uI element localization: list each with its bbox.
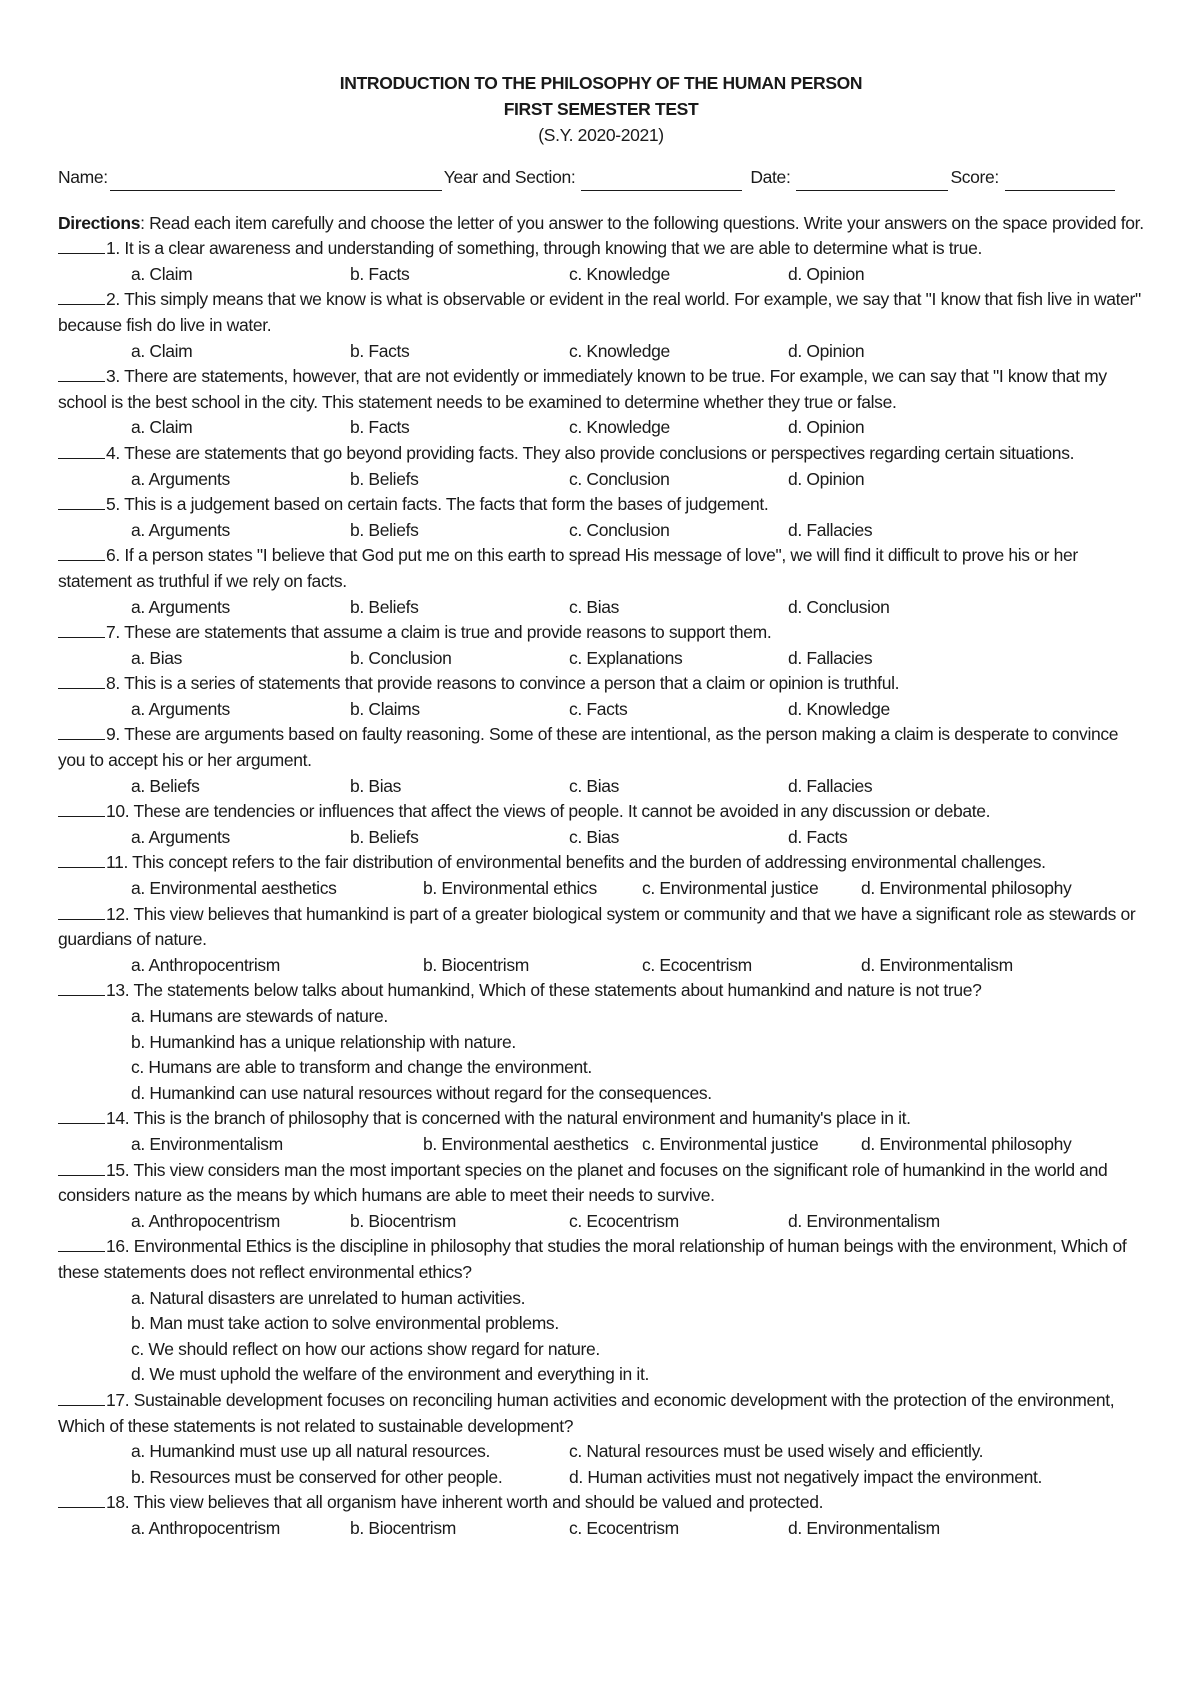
answer-option: b. Environmental ethics bbox=[423, 878, 597, 899]
answer-option: c. Explanations bbox=[569, 647, 683, 668]
question-item bbox=[58, 492, 1144, 543]
question-text: 15. This view considers man the most important species on the planet and focuses on the significant role of humankind in the world and considers nature as the means by which humans are able to meet their needs to survive. bbox=[58, 1159, 1108, 1206]
answer-option: a. Humans are stewards of nature. bbox=[131, 1006, 388, 1026]
date-label: Date: bbox=[750, 167, 791, 187]
question-text-line bbox=[58, 1106, 1144, 1132]
question-text: 8. This is a series of statements that provide reasons to convince a person that a claim or opinion is truthful. bbox=[106, 673, 900, 694]
student-info-row bbox=[58, 165, 1144, 191]
directions-label: Directions bbox=[58, 212, 141, 233]
question-text-line bbox=[58, 1388, 1144, 1439]
answer-blank[interactable] bbox=[58, 979, 105, 996]
question-text: 18. This view believes that all organism have inherent worth and should be valued and protected. bbox=[106, 1492, 824, 1513]
answer-option: b. Beliefs bbox=[350, 826, 419, 847]
answer-option: a. Bias bbox=[131, 647, 183, 668]
answer-option: a. Natural disasters are unrelated to human activities. bbox=[131, 1287, 526, 1308]
answer-option: a. Claim bbox=[131, 263, 193, 284]
question-item bbox=[58, 1490, 1144, 1541]
answer-option: c. Ecocentrism bbox=[569, 1517, 679, 1538]
answer-blank[interactable] bbox=[58, 800, 105, 817]
answer-option: c. Environmental justice bbox=[642, 1133, 819, 1154]
answer-option: b. Beliefs bbox=[350, 596, 419, 617]
answer-option: d. Human activities must not negatively impact the environment. bbox=[569, 1466, 1043, 1487]
answer-option: d. Opinion bbox=[788, 263, 865, 284]
question-item bbox=[58, 1388, 1144, 1490]
question-text-line bbox=[58, 978, 1144, 1004]
directions-text: : Read each item carefully and choose the letter of you answer to the following questions. Write your answers on the space provided for. bbox=[140, 212, 1144, 233]
question-text-line bbox=[58, 492, 1144, 518]
answer-option: c. Bias bbox=[569, 596, 620, 617]
question-item bbox=[58, 1234, 1144, 1388]
answer-option: a. Anthropocentrism bbox=[131, 954, 280, 975]
options-row bbox=[58, 876, 1144, 902]
options-row bbox=[58, 646, 1144, 672]
answer-option: b. Claims bbox=[350, 698, 420, 719]
answer-option: c. Bias bbox=[569, 826, 620, 847]
question-text: 9. These are arguments based on faulty reasoning. Some of these are intentional, as the person making a claim is desperate to convince you to accept his or her argument. bbox=[58, 724, 1119, 771]
question-item bbox=[58, 1106, 1144, 1157]
question-text-line bbox=[58, 1490, 1144, 1516]
answer-option: b. Man must take action to solve environmental problems. bbox=[131, 1313, 559, 1334]
question-list bbox=[58, 236, 1144, 1541]
options-row bbox=[58, 1465, 1144, 1491]
options-row bbox=[58, 339, 1144, 365]
answer-blank[interactable] bbox=[58, 1159, 105, 1176]
score-blank bbox=[1005, 172, 1115, 191]
answer-option: b. Facts bbox=[350, 340, 410, 361]
question-text-line bbox=[58, 620, 1144, 646]
answer-option: d. Facts bbox=[788, 826, 848, 847]
answer-option: b. Facts bbox=[350, 263, 410, 284]
options-row bbox=[58, 415, 1144, 441]
answer-option: a. Claim bbox=[131, 417, 193, 438]
answer-option: b. Environmental aesthetics bbox=[423, 1133, 629, 1154]
answer-option: d. Opinion bbox=[788, 417, 865, 438]
question-text-line bbox=[58, 364, 1144, 415]
answer-option: a. Arguments bbox=[131, 826, 230, 847]
question-text: 12. This view believes that humankind is part of a greater biological system or community and that we have a significant role as stewards or guardians of nature. bbox=[58, 903, 1136, 950]
answer-option: c. We should reflect on how our actions show regard for nature. bbox=[131, 1338, 600, 1359]
question-text-line bbox=[58, 441, 1144, 467]
name-label: Name: bbox=[58, 167, 108, 187]
options-row bbox=[58, 953, 1144, 979]
question-text: 5. This is a judgement based on certain facts. The facts that form the bases of judgement. bbox=[106, 494, 769, 515]
answer-blank[interactable] bbox=[58, 1107, 105, 1124]
date-blank bbox=[796, 172, 948, 191]
answer-option: a. Arguments bbox=[131, 468, 230, 489]
question-text-line bbox=[58, 1234, 1144, 1285]
answer-blank[interactable] bbox=[58, 493, 105, 510]
options-row bbox=[58, 825, 1144, 851]
question-text-line bbox=[58, 1158, 1144, 1209]
question-item bbox=[58, 799, 1144, 850]
options-row bbox=[58, 774, 1144, 800]
answer-option: d. Knowledge bbox=[788, 698, 890, 719]
answer-option: b. Facts bbox=[350, 417, 410, 438]
answer-blank[interactable] bbox=[58, 237, 105, 254]
question-item bbox=[58, 543, 1144, 620]
answer-option: c. Humans are able to transform and change the environment. bbox=[131, 1057, 592, 1078]
question-text-line bbox=[58, 850, 1144, 876]
options-row bbox=[58, 1209, 1144, 1235]
question-item bbox=[58, 850, 1144, 901]
answer-option: b. Biocentrism bbox=[350, 1517, 456, 1538]
question-text-line bbox=[58, 236, 1144, 262]
question-item bbox=[58, 620, 1144, 671]
answer-option: c. Knowledge bbox=[569, 417, 670, 438]
answer-option: d. Environmental philosophy bbox=[861, 878, 1072, 899]
answer-option: d. Fallacies bbox=[788, 519, 873, 540]
test-header bbox=[58, 70, 1144, 148]
answer-option: a. Arguments bbox=[131, 698, 230, 719]
question-text-line bbox=[58, 287, 1144, 338]
answer-option: d. Opinion bbox=[788, 468, 865, 489]
answer-option: a. Claim bbox=[131, 340, 193, 361]
test-title: INTRODUCTION TO THE PHILOSOPHY OF THE HUMAN PERSON bbox=[339, 73, 863, 93]
answer-option: d. Environmentalism bbox=[788, 1210, 940, 1231]
answer-option: b. Beliefs bbox=[350, 468, 419, 489]
question-item bbox=[58, 287, 1144, 364]
answer-option: b. Biocentrism bbox=[350, 1210, 456, 1231]
question-item bbox=[58, 364, 1144, 441]
answer-option: a. Environmentalism bbox=[131, 1133, 283, 1154]
options-row bbox=[58, 518, 1144, 544]
answer-blank[interactable] bbox=[58, 1389, 105, 1406]
test-subtitle: FIRST SEMESTER TEST bbox=[503, 99, 699, 119]
answer-option: d. Environmentalism bbox=[861, 954, 1013, 975]
question-text: 3. There are statements, however, that are not evidently or immediately known to be true. For example, we can say that "I know that my school is the best school in the city. This statement needs to be examined to determine whether they true or false. bbox=[58, 366, 1107, 412]
answer-blank[interactable] bbox=[58, 1491, 105, 1508]
options-row bbox=[58, 697, 1144, 723]
answer-option: c. Facts bbox=[569, 698, 628, 719]
answer-option: c. Environmental justice bbox=[642, 878, 819, 899]
answer-option: b. Humankind has a unique relationship with nature. bbox=[131, 1031, 516, 1052]
answer-option: a. Humankind must use up all natural resources. bbox=[131, 1441, 491, 1462]
answer-blank[interactable] bbox=[58, 1235, 105, 1252]
answer-option: c. Knowledge bbox=[569, 340, 670, 361]
section-blank bbox=[581, 172, 742, 191]
question-item bbox=[58, 671, 1144, 722]
options-row bbox=[58, 595, 1144, 621]
answer-option: d. Fallacies bbox=[788, 775, 873, 796]
question-text-line bbox=[58, 722, 1144, 773]
answer-option: d. Conclusion bbox=[788, 596, 890, 617]
question-text: 1. It is a clear awareness and understanding of something, through knowing that we are able to determine what is true. bbox=[106, 238, 983, 259]
answer-option: b. Resources must be conserved for other people. bbox=[131, 1466, 503, 1487]
answer-option: d. Opinion bbox=[788, 340, 865, 361]
answer-option: a. Arguments bbox=[131, 519, 230, 540]
answer-option: c. Knowledge bbox=[569, 263, 670, 284]
options-row bbox=[58, 467, 1144, 493]
answer-blank[interactable] bbox=[58, 903, 105, 920]
answer-option: b. Bias bbox=[350, 775, 402, 796]
question-text: 4. These are statements that go beyond providing facts. They also provide conclusions or perspectives regarding certain situations. bbox=[106, 442, 1075, 463]
question-text: 6. If a person states "I believe that God put me on this earth to spread His message of love", we will find it difficult to prove his or her statement as truthful if we rely on facts. bbox=[58, 545, 1078, 591]
answer-blank[interactable] bbox=[58, 288, 105, 305]
options-row bbox=[58, 1132, 1144, 1158]
question-item bbox=[58, 902, 1144, 979]
answer-option: d. Environmental philosophy bbox=[861, 1133, 1072, 1154]
answer-blank[interactable] bbox=[58, 621, 105, 638]
question-text: 13. The statements below talks about humankind, Which of these statements about humankind and nature is not true? bbox=[106, 980, 982, 1001]
question-item bbox=[58, 236, 1144, 287]
question-text-line bbox=[58, 799, 1144, 825]
directions bbox=[58, 211, 1144, 237]
answer-option: d. Environmentalism bbox=[788, 1517, 940, 1538]
answer-option: c. Conclusion bbox=[569, 519, 670, 540]
answer-blank[interactable] bbox=[58, 672, 105, 689]
answer-option: a. Arguments bbox=[131, 596, 230, 617]
answer-blank[interactable] bbox=[58, 723, 105, 740]
answer-blank[interactable] bbox=[58, 851, 105, 868]
answer-blank[interactable] bbox=[58, 544, 105, 561]
answer-option: a. Anthropocentrism bbox=[131, 1517, 280, 1538]
answer-option: a. Environmental aesthetics bbox=[131, 878, 337, 899]
school-year: (S.Y. 2020-2021) bbox=[538, 125, 664, 145]
answer-option: d. Fallacies bbox=[788, 647, 873, 668]
answer-option: c. Conclusion bbox=[569, 468, 670, 489]
answer-option: b. Biocentrism bbox=[423, 954, 529, 975]
answer-option: d. Humankind can use natural resources without regard for the consequences. bbox=[131, 1082, 712, 1103]
question-text: 10. These are tendencies or influences that affect the views of people. It cannot be avoided in any discussion or debate. bbox=[106, 801, 991, 822]
question-text: 16. Environmental Ethics is the discipline in philosophy that studies the moral relationship of human beings with the environment, Which of these statements does not reflect environmental ethics? bbox=[58, 1236, 1127, 1282]
question-item bbox=[58, 441, 1144, 492]
answer-option: c. Natural resources must be used wisely and efficiently. bbox=[569, 1441, 984, 1462]
options-row bbox=[58, 262, 1144, 288]
question-item bbox=[58, 978, 1144, 1106]
question-text-line bbox=[58, 671, 1144, 697]
question-text: 2. This simply means that we know is what is observable or evident in the real world. For example, we say that "I know that fish live in water" because fish do live in water. bbox=[58, 289, 1141, 335]
question-text-line bbox=[58, 902, 1144, 953]
options-row bbox=[58, 1516, 1144, 1542]
name-blank bbox=[110, 172, 442, 191]
answer-option: c. Ecocentrism bbox=[642, 954, 752, 975]
answer-option: a. Beliefs bbox=[131, 775, 200, 796]
question-text: 14. This is the branch of philosophy that is concerned with the natural environment and humanity's place in it. bbox=[106, 1108, 911, 1129]
question-item bbox=[58, 722, 1144, 799]
question-text-line bbox=[58, 543, 1144, 594]
question-text: 17. Sustainable development focuses on reconciling human activities and economic development with the protection of the environment, Which of these statements is not related to sustainable development? bbox=[58, 1389, 1115, 1436]
answer-option: c. Ecocentrism bbox=[569, 1210, 679, 1231]
answer-option: a. Anthropocentrism bbox=[131, 1210, 280, 1231]
answer-blank[interactable] bbox=[58, 365, 105, 382]
question-text: 11. This concept refers to the fair distribution of environmental benefits and the burden of addressing environmental challenges. bbox=[106, 852, 1046, 873]
answer-option: b. Conclusion bbox=[350, 647, 452, 668]
section-label: Year and Section: bbox=[443, 167, 576, 187]
options-row bbox=[58, 1439, 1144, 1465]
question-text: 7. These are statements that assume a claim is true and provide reasons to support them. bbox=[106, 622, 772, 643]
answer-blank[interactable] bbox=[58, 442, 105, 459]
answer-option: b. Beliefs bbox=[350, 519, 419, 540]
answer-option: c. Bias bbox=[569, 775, 620, 796]
question-item bbox=[58, 1158, 1144, 1235]
score-label: Score: bbox=[950, 167, 999, 187]
answer-option: d. We must uphold the welfare of the environment and everything in it. bbox=[131, 1364, 649, 1385]
